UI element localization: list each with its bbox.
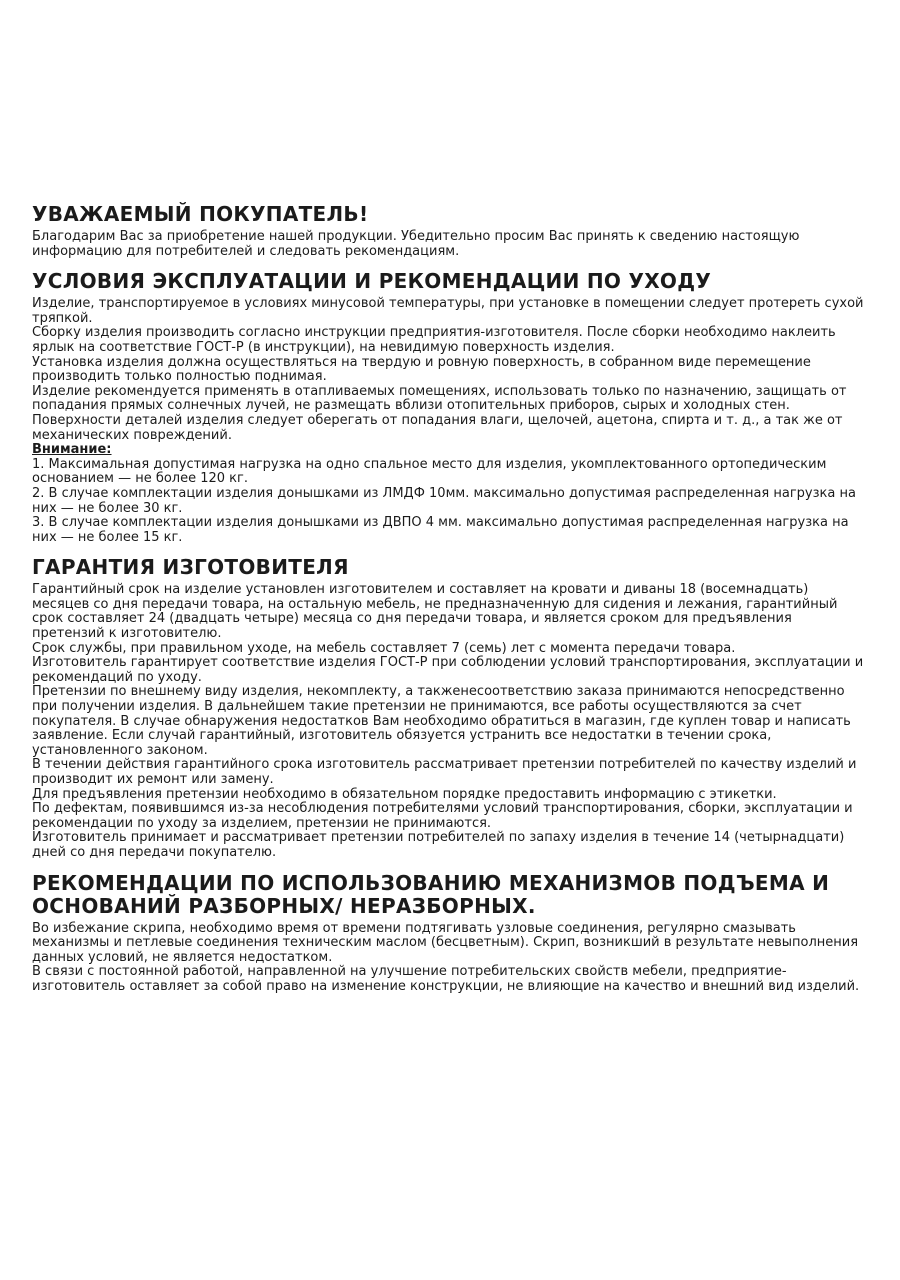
paragraph: Изделие рекомендуется применять в отапливаемых помещениях, использовать только по назначению, защищать от попадания прямых солнечных лучей, не размещать вблизи отопительных приборов, сырых и холодных стен. <box>32 383 847 414</box>
paragraph: Срок службы, при правильном уходе, на мебель составляет 7 (семь) лет с момента передачи товара. <box>32 640 736 656</box>
section-heading-mechanism-recommendations: РЕКОМЕНДАЦИИ ПО ИСПОЛЬЗОВАНИЮ МЕХАНИЗМОВ ПОДЪЕМА И ОСНОВАНИЙ РАЗБОРНЫХ/ НЕРАЗБОРНЫХ. <box>32 870 830 918</box>
paragraph: Благодарим Вас за приобретение нашей продукции. Убедительно просим Вас принять к сведению настоящую информацию для потребителей и следовать рекомендациям. <box>32 229 800 259</box>
paragraph: Сборку изделия производить согласно инструкции предприятия-изготовителя. После сборки необходимо наклеить ярлык на соответствие ГОСТ-Р (в инструкции), на невидимую поверхность изделия. <box>32 325 836 355</box>
section-heading-dear-customer: УВАЖАЕМЫЙ ПОКУПАТЕЛЬ! <box>32 202 369 226</box>
attention-label: Внимание: <box>32 442 112 458</box>
paragraph: Установка изделия должна осуществляться на твердую и ровную поверхность, в собранном виде перемещение производить только полностью поднимая. <box>32 354 811 385</box>
paragraph: Для предъявления претензии необходимо в обязательном порядке предоставить информацию с этикетки. <box>32 786 777 802</box>
paragraph: По дефектам, появившимся из-за несоблюдения потребителями условий транспортирования, сборки, эксплуатации и рекомендации по уходу за изделием, претензии не принимаются. <box>32 801 853 831</box>
section-heading-operating-conditions: УСЛОВИЯ ЭКСПЛУАТАЦИИ И РЕКОМЕНДАЦИИ ПО УХОДУ <box>32 269 712 294</box>
paragraph: Изготовитель гарантирует соответствие изделия ГОСТ-Р при соблюдении условий транспортирования, эксплуатации и рекомендаций по уходу. <box>32 655 864 685</box>
section-mechanism-recommendations <box>32 872 867 995</box>
paragraph: Поверхности деталей изделия следует оберегать от попадания влаги, щелочей, ацетона, спирта и т. д., а так же от механических повреждений. <box>32 412 843 443</box>
paragraph: Изготовитель принимает и рассматривает претензии потребителей по запаху изделия в течение 14 (четырнадцати) дней со дня передачи покупателю. <box>32 830 845 860</box>
paragraph: Гарантийный срок на изделие установлен изготовителем и составляет на кровати и диваны 18 (восемнадцать) месяцев со дня передачи товара, на остальную мебель, не предназначенную для сидения и лежания, гарантийный срок составляет 24 (двадцать четыре) месяца со дня передачи товара, и является сроком для предъявления претензий к изготовителю. <box>32 582 838 642</box>
paragraph: Претензии по внешнему виду изделия, некомплекту, а такженесоответствию заказа принимаются непосредственно при получении изделия. В дальнейшем такие претензии не принимаются, все работы осуществляются за счет покупателя. В случае обнаружения недостатков Вам необходимо обратиться в магазин, где куплен товар и написать заявление. Если случай гарантийный, изготовитель обязуется устранить все недостатки в течении срока, установленного законом. <box>32 684 851 758</box>
paragraph: В связи с постоянной работой, направленной на улучшение потребительских свойств мебели, предприятие-изготовитель оставляет за собой право на изменение конструкции, не влияющие на качество и внешний вид изделий. <box>32 964 860 994</box>
section-warranty <box>32 556 867 860</box>
paragraph: В течении действия гарантийного срока изготовитель рассматривает претензии потребителей по качеству изделий и производит их ремонт или замену. <box>32 757 857 787</box>
attention-item: 1. Максимальная допустимая нагрузка на одно спальное место для изделия, укомплектованного ортопедическим основанием — не более 120 кг. <box>32 456 827 487</box>
section-heading-warranty: ГАРАНТИЯ ИЗГОТОВИТЕЛЯ <box>32 555 349 580</box>
attention-item: 2. В случае комплектации изделия донышками из ЛМДФ 10мм. максимально допустимая распределенная нагрузка на них — не более 30 кг. <box>32 485 856 516</box>
paragraph: Во избежание скрипа, необходимо время от времени подтягивать узловые соединения, регулярно смазывать механизмы и петлевые соединения техническим маслом (бесцветным). Скрип, возникший в результате невыполнения данных условий, не является недостатком. <box>32 920 859 965</box>
paragraph: Изделие, транспортируемое в условиях минусовой температуры, при установке в помещении следует протереть сухой тряпкой. <box>32 296 864 326</box>
section-operating-conditions <box>32 270 867 545</box>
attention-item: 3. В случае комплектации изделия донышками из ДВПО 4 мм. максимально допустимая распределенная нагрузка на них — не более 15 кг. <box>32 515 849 545</box>
section-dear-customer <box>32 203 867 259</box>
